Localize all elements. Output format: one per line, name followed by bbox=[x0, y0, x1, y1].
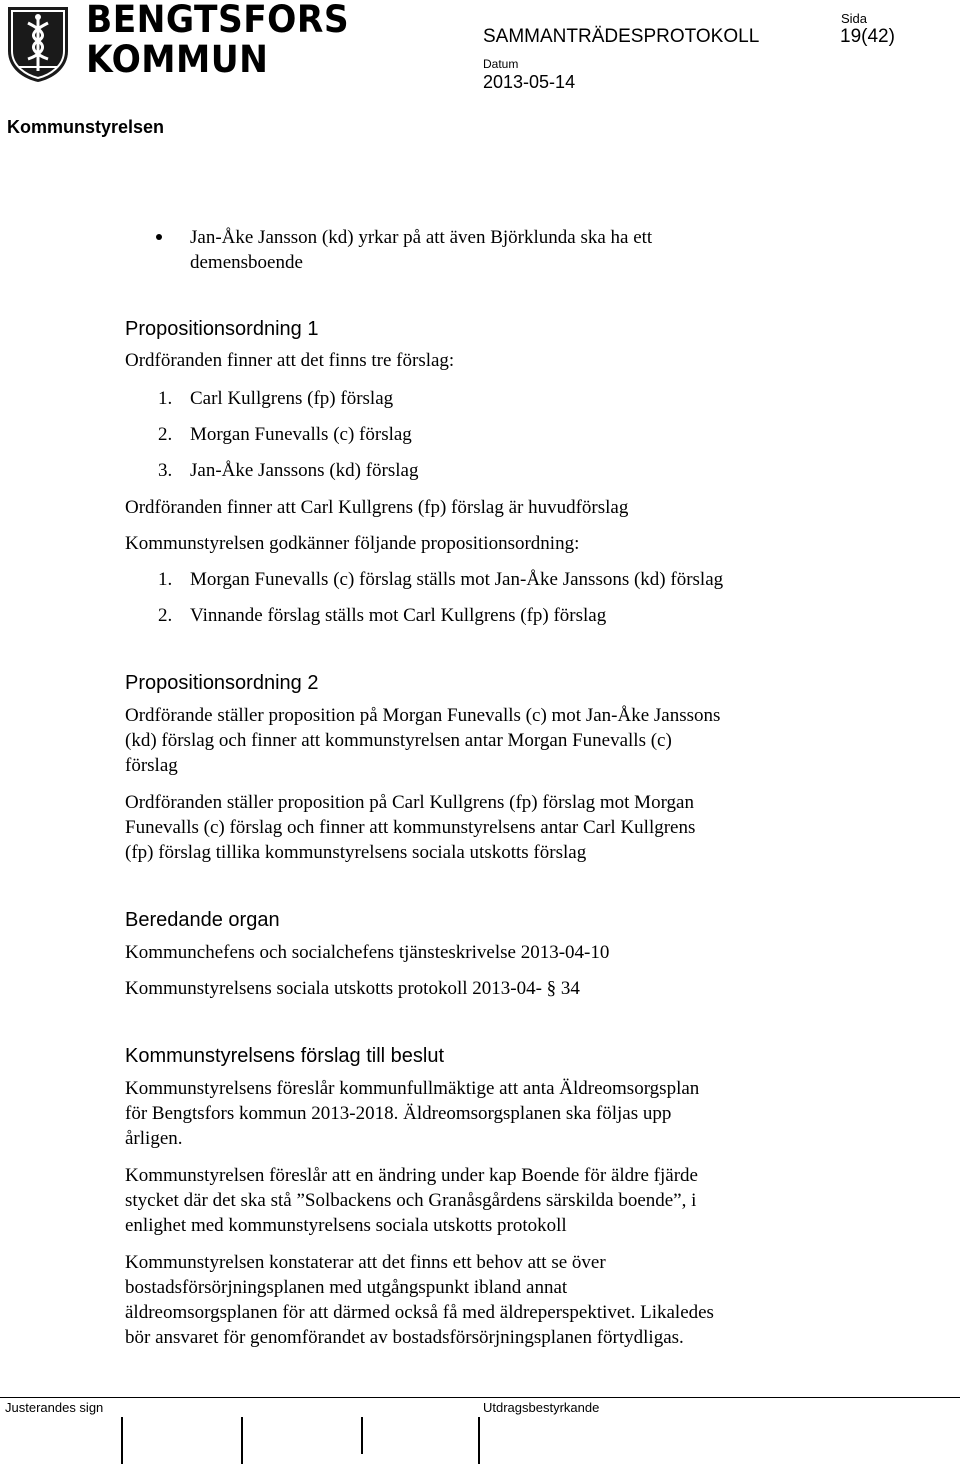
certification-label: Utdragsbestyrkande bbox=[483, 1400, 600, 1415]
page-label: Sida bbox=[841, 11, 868, 26]
section-heading-beredande: Beredande organ bbox=[125, 909, 280, 931]
paragraph-line: Kommunstyrelsen konstaterar att det finns ett behov att se över bbox=[125, 1252, 606, 1273]
list-item: Jan-Åke Janssons (kd) förslag bbox=[190, 460, 419, 481]
list-number: 1. bbox=[158, 569, 173, 590]
preparatory-document: Kommunchefens och socialchefens tjänsteskrivelse 2013-04-10 bbox=[125, 942, 610, 963]
signature-box-divider bbox=[361, 1417, 363, 1454]
signature-box-divider bbox=[241, 1417, 243, 1464]
list-number: 2. bbox=[158, 424, 173, 445]
signature-label: Justerandes sign bbox=[5, 1400, 104, 1415]
paragraph-line: äldreomsorgsplanen för att därmed också få med äldreperspektivet. Likaledes bbox=[125, 1302, 714, 1323]
org-name-line2: KOMMUN bbox=[86, 38, 269, 81]
paragraph-line: bör ansvaret för genomförandet av bostadsförsörjningsplanen förtydligas. bbox=[125, 1327, 684, 1348]
section-heading-forslag: Kommunstyrelsens förslag till beslut bbox=[125, 1045, 445, 1067]
paragraph-line: (kd) förslag och finner att kommunstyrelsen antar Morgan Funevalls (c) bbox=[125, 730, 672, 751]
paragraph-line: för Bengtsfors kommun 2013-2018. Äldreomsorgsplanen ska följas upp bbox=[125, 1103, 672, 1124]
list-number: 2. bbox=[158, 605, 173, 626]
section-heading-prop1: Propositionsordning 1 bbox=[125, 318, 319, 340]
signature-box-divider bbox=[121, 1417, 123, 1464]
paragraph-line: stycket där det ska stå ”Solbackens och Granåsgårdens särskilda boende”, i bbox=[125, 1190, 697, 1211]
list-item: Carl Kullgrens (fp) förslag bbox=[190, 388, 394, 409]
paragraph-line: (fp) förslag tillika kommunstyrelsens sociala utskotts förslag bbox=[125, 842, 587, 863]
paragraph-line: Funevalls (c) förslag och finner att kommunstyrelsens antar Carl Kullgrens bbox=[125, 817, 696, 838]
section-heading-prop2: Propositionsordning 2 bbox=[125, 672, 319, 694]
preparatory-document: Kommunstyrelsens sociala utskotts protokoll 2013-04- § 34 bbox=[125, 978, 580, 999]
paragraph-line: Ordförande ställer proposition på Morgan Funevalls (c) mot Jan-Åke Janssons bbox=[125, 705, 721, 726]
meeting-date: 2013-05-14 bbox=[483, 72, 576, 92]
date-label: Datum bbox=[483, 57, 519, 71]
committee-name: Kommunstyrelsen bbox=[7, 117, 165, 137]
list-item: Morgan Funevalls (c) förslag ställs mot Jan-Åke Janssons (kd) förslag bbox=[190, 569, 724, 590]
bullet-icon bbox=[156, 234, 162, 240]
document-type: SAMMANTRÄDESPROTOKOLL bbox=[483, 26, 760, 47]
paragraph-line: Kommunstyrelsen föreslår att en ändring under kap Boende för äldre fjärde bbox=[125, 1165, 698, 1186]
list-number: 3. bbox=[158, 460, 173, 481]
municipal-coat-of-arms bbox=[6, 5, 70, 83]
bullet-text-line1: Jan-Åke Jansson (kd) yrkar på att även Björklunda ska ha ett bbox=[190, 227, 653, 248]
org-name-line1: BENGTSFORS bbox=[86, 0, 350, 41]
list-item: Morgan Funevalls (c) förslag bbox=[190, 424, 412, 445]
paragraph-line: bostadsförsörjningsplanen med utgångspunkt ibland annat bbox=[125, 1277, 568, 1298]
prop1-approval: Kommunstyrelsen godkänner följande propositionsordning: bbox=[125, 533, 580, 554]
paragraph-line: årligen. bbox=[125, 1128, 183, 1149]
paragraph-line: Ordföranden ställer proposition på Carl Kullgrens (fp) förslag mot Morgan bbox=[125, 792, 694, 813]
bullet-text-line2: demensboende bbox=[190, 252, 303, 273]
list-number: 1. bbox=[158, 388, 173, 409]
paragraph-line: enlighet med kommunstyrelsens sociala utskotts protokoll bbox=[125, 1215, 567, 1236]
prop1-intro: Ordföranden finner att det finns tre förslag: bbox=[125, 350, 455, 371]
list-item: Vinnande förslag ställs mot Carl Kullgrens (fp) förslag bbox=[190, 605, 607, 626]
paragraph-line: Kommunstyrelsens föreslår kommunfullmäktige att anta Äldreomsorgsplan bbox=[125, 1078, 700, 1099]
paragraph-line: förslag bbox=[125, 755, 178, 776]
footer-divider bbox=[0, 1397, 960, 1398]
page-number: 19(42) bbox=[840, 26, 895, 47]
signature-box-divider bbox=[478, 1417, 480, 1464]
prop1-main-proposal: Ordföranden finner att Carl Kullgrens (fp) förslag är huvudförslag bbox=[125, 497, 629, 518]
